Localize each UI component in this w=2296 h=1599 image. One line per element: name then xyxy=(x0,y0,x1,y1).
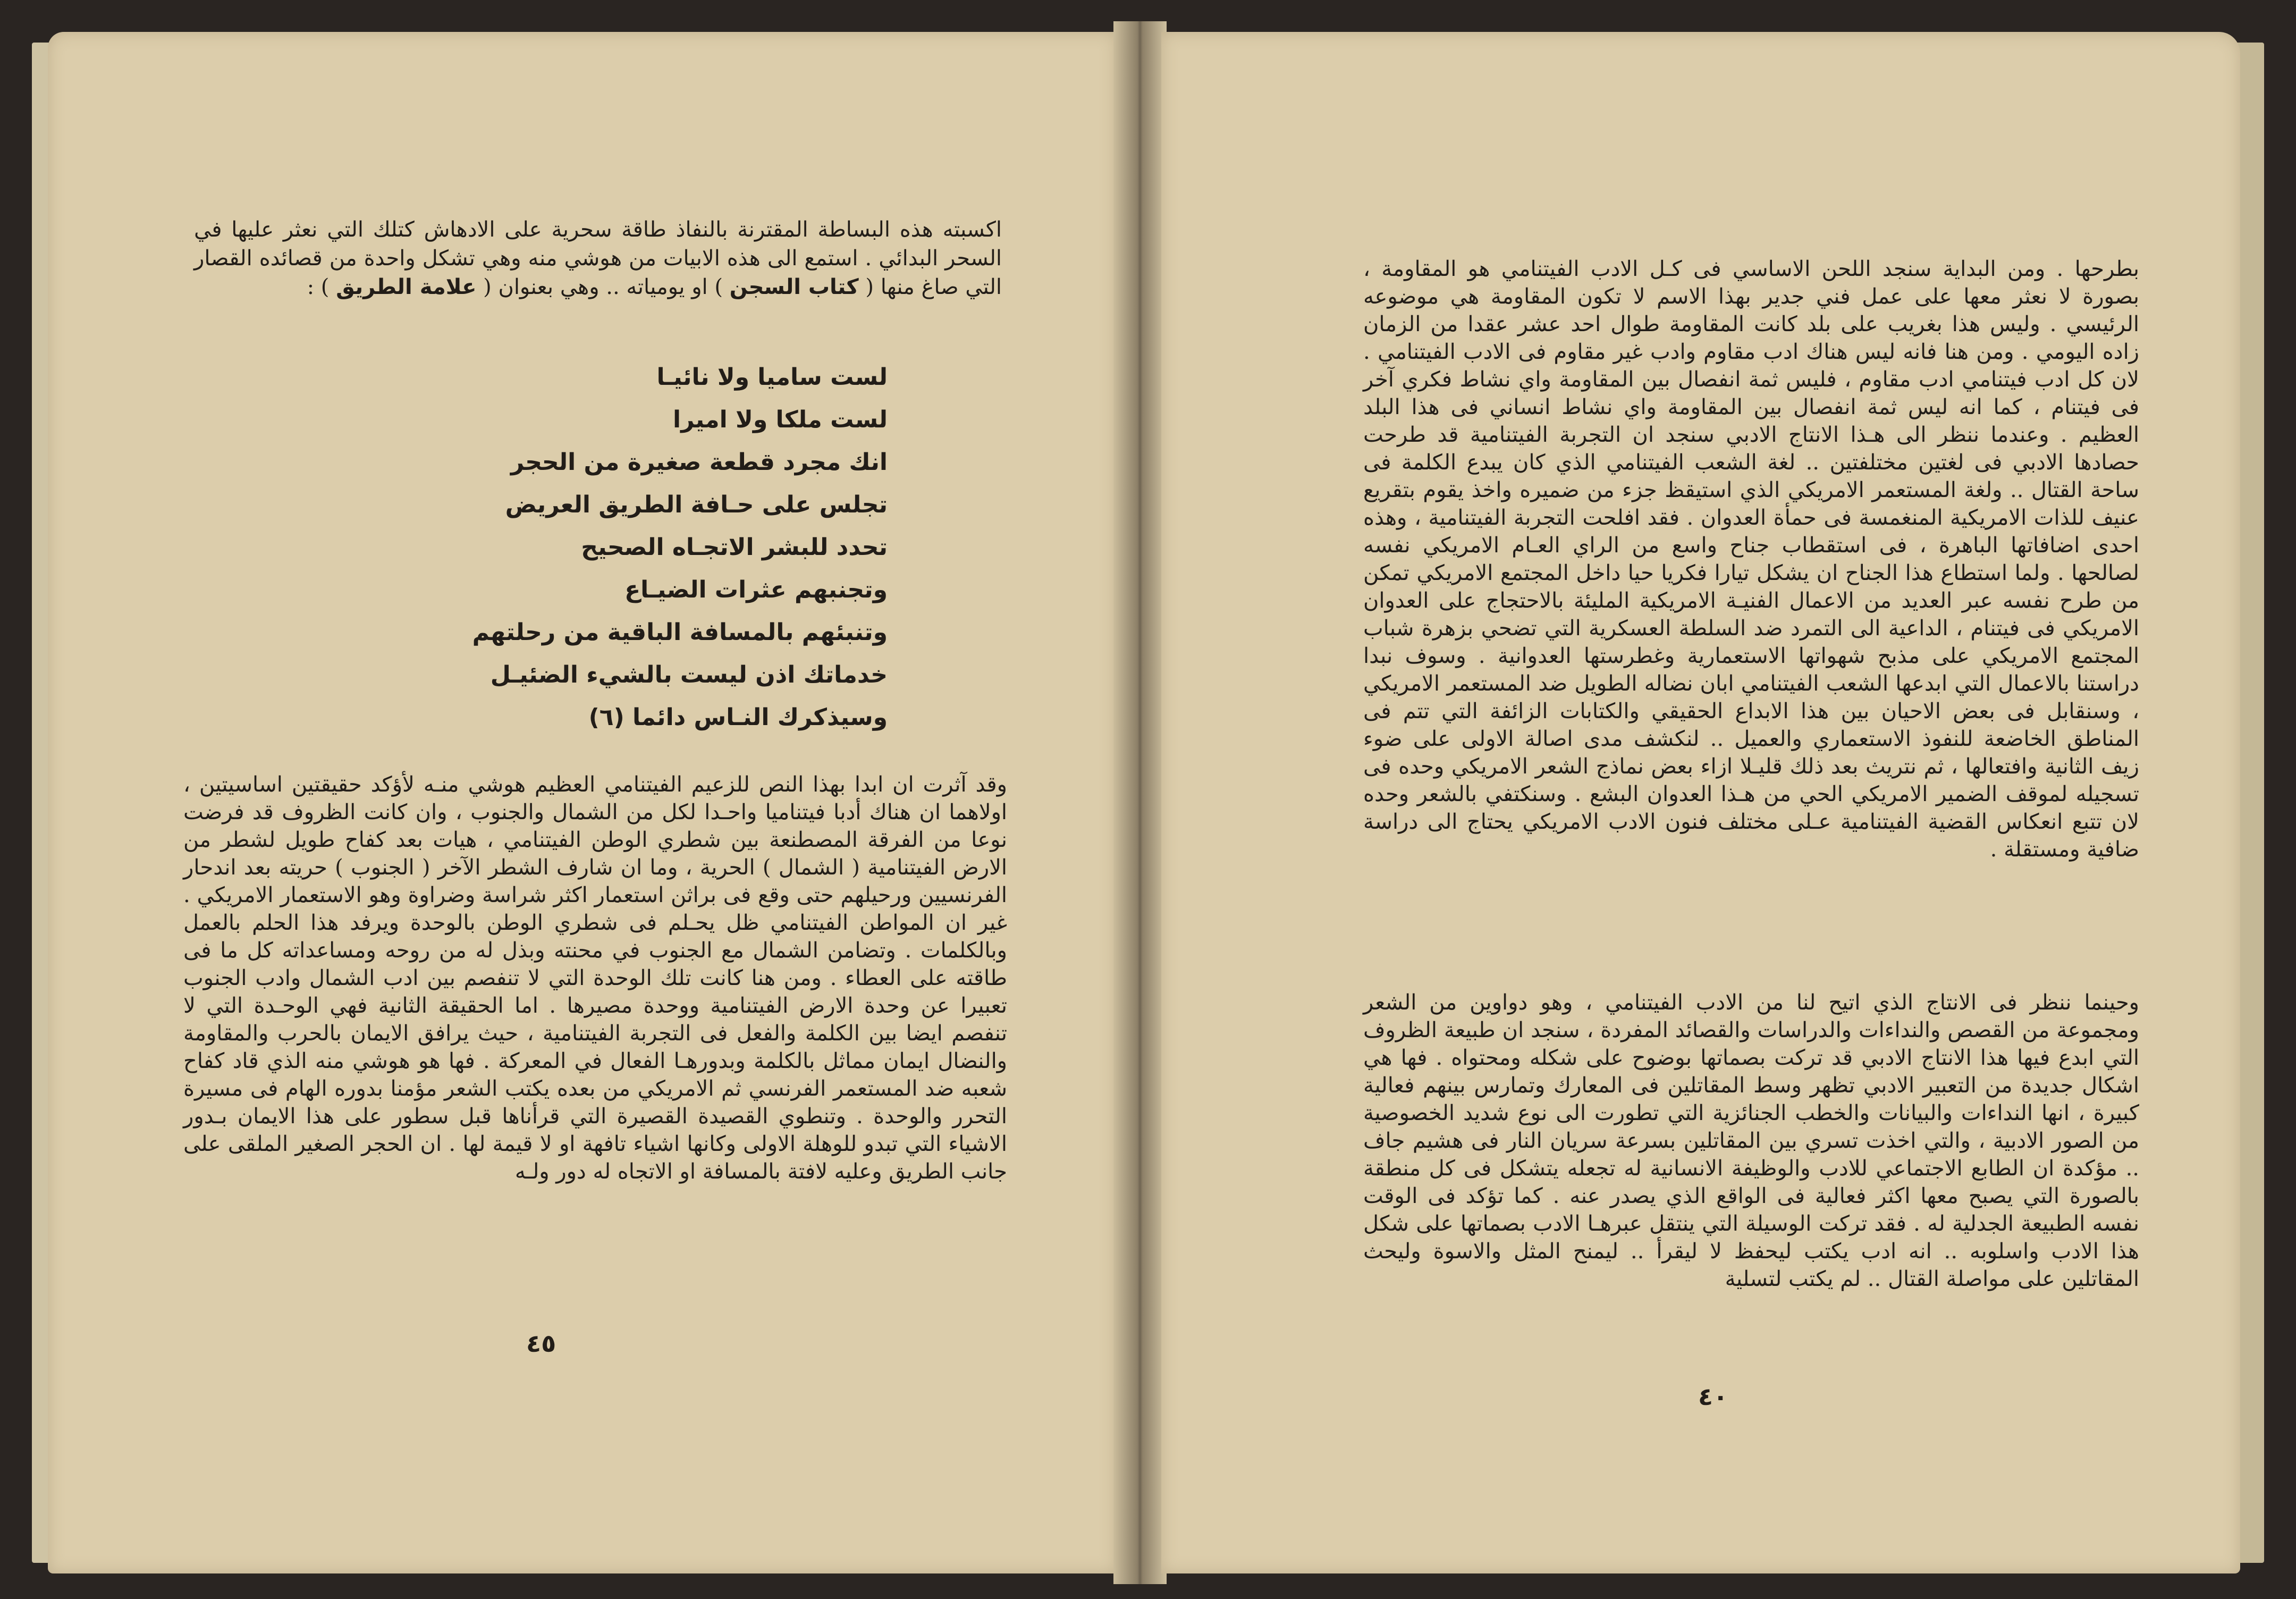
poem-line: وتجنبهم عثرات الضيـاع xyxy=(624,576,888,603)
book-title: كتاب السجن xyxy=(729,275,859,299)
page-number-right: ٤٠ xyxy=(1698,1382,1728,1411)
left-page xyxy=(48,32,1116,1573)
poem xyxy=(314,356,888,739)
poem-line: تجلس على حـافة الطريق العريض xyxy=(505,491,888,518)
poem-line: خدماتك اذن ليست بالشيء الضئيـل xyxy=(490,661,888,688)
page-number-left: ٤٥ xyxy=(526,1329,556,1358)
right-paragraph-2: وحينما ننظر فى الانتاج الذي اتيح لنا من الادب الفيتنامي ، وهو دواوين من الشعر ومجموعة من القصص والنداءات والدراسات والقصائد المفردة ، سنجد ان طبيعة الظروف التي ابدع فيها هذا الانتاج الادبي قد تركت بصماتها بوضوح على شكله ومحتواه . فها هي اشكال جديدة من التعبير الادبي تظهر وسط المقاتلين فى المعارك وتمارس بينهم فعالية كبيرة ، انها النداءات والبيانات والخطب الجنائزية التي تطورت الى نوع شديد الخصوصية من الصور الادبية ، والتي اخذت تسري بين المقاتلين بسرعة سريان النار فى هشيم جاف .. مؤكدة ان الطابع الاجتماعي للادب والوظيفة الانسانية له تجعله يتشكل فى كل منطقة بالصورة التي يصبح معها اكثر فعالية فى الواقع الذي يصدر عنه . كما تؤكد فى الوقت نفسه الطبيعة الجدلية له . فقد تركت الوسيلة التي ينتقل عبرهـا الادب بصماتها على شكل هذا الادب واسلوبه .. انه ادب يكتب ليحفظ لا ليقرأ .. ليمنح المثل والاسوة وليحث المقاتلين على مواصلة القتال .. لم يكتب لتسلية xyxy=(1363,990,2139,1291)
left-body-paragraph: وقد آثرت ان ابدا بهذا النص للزعيم الفيتنامي العظيم هوشي منـه لأؤكد حقيقتين اساسيتين ، اولاهما ان هناك أدبا فيتناميا واحـدا لكل من الشمال والجنوب ، وان كانت الظروف قد فرضت نوعا من الفرقة المصطنعة بين شطري الوطن الفيتنامي ، هيات بعد كفاح طويل لشطر من الارض الفيتنامية ( الشمال ) الحرية ، وما ان شارف الشطر الآخر ( الجنوب ) حريته بعد اندحار الفرنسيين ورحيلهم حتى وقع فى براثن استعمار اكثر شراسة وضراوة وهو الاستعمار الامريكي . غير ان المواطن الفيتنامي ظل يحـلم فى شطري الوطن بالوحدة ويرفد هذا الحلم بالعمل وبالكلمات . وتضامن الشمال مع الجنوب في محنته وبذل له من روحه ومساعداته كل ما فى طاقته على العطاء . ومن هنا كانت تلك الوحدة التي لا تنفصم بين ادب الشمال وادب الجنوب تعبيرا عن وحدة الارض الفيتنامية ووحدة مصيرها . اما الحقيقة الثانية فهي الوحـدة التي لا تنفصم ايضا بين الكلمة والفعل فى التجربة الفيتنامية ، حيث يرافق الايمان بالحرب والمقاومة والنضال ايمان مماثل بالكلمة وبدورهـا الفعال في المعركة . فها هو هوشي منه الذي قاد كفاح شعبه ضد المستعمر الفرنسي ثم الامريكي من بعده يكتب الشعر مؤمنا بدوره الهام فى مسيرة التحرر والوحدة . وتنطوي القصيدة القصيرة التي قرأناها قبل سطور على هذا الايمان بـدور الاشياء التي تبدو للوهلة الاولى وكانها اشياء تافهة او لا قيمة لها . ان الحجر الصغير الملقى على جانب الطريق وعليه لافتة بالمسافة او الاتجاه له دور ولـه xyxy=(183,772,1007,1184)
poem-title: علامة الطريق xyxy=(336,275,477,299)
right-paragraph-1: بطرحها . ومن البداية سنجد اللحن الاساسي فى كـل الادب الفيتنامي هو المقاومة ، بصورة لا نعثر معها على عمل فني جدير بهذا الاسم لا تكون المقاومة هي موضوعه الرئيسي . وليس هذا بغريب على بلد كانت المقاومة طوال احد عشر عقدا من الزمان زاده اليومي . ومن هنا فانه ليس هناك ادب مقاوم وادب غير مقاوم فى الادب الفيتنامي . لان كل ادب فيتنامي ادب مقاوم ، فليس ثمة انفصال بين المقاومة واي نشاط فكري آخر فى فيتنام ، كما انه ليس ثمة انفصال بين المقاومة واي نشاط انساني فى هذا البلد العظيم . وعندما ننظر الى هـذا الانتاج الادبي سنجد ان التجربة الفيتنامية قد طرحت حصادها الادبي فى لغتين مختلفتين .. لغة الشعب الفيتنامي الذي كان يبدع الكلمة فى ساحة القتال .. ولغة المستعمر الامريكي الذي استيقظ جزء من ضميره واخذ يقوم بتقريع عنيف للذات الامريكية المنغمسة فى حمأة العدوان . فقد افلحت التجربة الفيتنامية ، وهذه احدى اضافاتها الباهرة ، فى استقطاب جناح واسع من الراي العـام الامريكي نفسه لصالحها . ولما استطاع هذا الجناح ان يشكل تيارا فكريا حيا داخل المجتمع الامريكي تمكن من طرح نفسه عبر العديد من الاعمال الفنيـة الامريكية المليئة بالاحتجاج على العدوان الامريكي فى فيتنام ، الداعية الى التمرد ضد السلطة العسكرية التي تضحي بزهرة شباب المجتمع الامريكي على مذبح شهواتها الاستعمارية وغطرستها العدوانية . وسوف نبدا دراستنا بالاعمال التي ابدعها الشعب الفيتنامي ابان نضاله الطويل ضد المستعمر الامريكي ، وسنقابل فى بعض الاحيان بين هذا الابداع الحقيقي والكتابات الزائفة التي تتم فى المناطق الخاضعة للنفوذ الاستعماري والعميل .. لنكشف مدى اصالة الاولى على ضوء زيف الثانية وافتعالها ، ثم نتريث بعد ذلك قليـلا ازاء بعض نماذج الشعر الامريكي وحده فى تسجيله لموقف الضمير الامريكي الحي من هـذا العدوان البشع . وسنكتفي بالشعر وحده لان تتبع انعكاس القضية الفيتنامية عـلى مختلف فنون الادب الامريكي يحتاج الى دراسة ضافية ومستقلة . xyxy=(1363,257,2139,862)
left-intro-paragraph: اكسبته هذه البساطة المقترنة بالنفاذ طاقة سحرية على الادهاش كتلك التي نعثر عليها في السحر البدائي . استمع الى هذه الابيات من هوشي منه وهي تشكل واحدة من قصائده القصار التي صاغ منها ( كتاب السجن ) او يومياته .. وهي بعنوان ( علامة الطريق ) : xyxy=(194,217,1002,299)
poem-line: لست ملكا ولا اميرا xyxy=(673,406,888,433)
poem-line: وسيذكرك النـاس دائما (٦) xyxy=(588,704,888,731)
poem-line: تحدد للبشر الاتجـاه الصحيح xyxy=(581,534,888,561)
poem-line: لست ساميا ولا نائيـا xyxy=(656,364,888,391)
right-page xyxy=(1161,32,2240,1573)
book-gutter xyxy=(1113,21,1167,1584)
poem-line: وتنبئهم بالمسافة الباقية من رحلتهم xyxy=(472,619,888,646)
poem-line: انك مجرد قطعة صغيرة من الحجر xyxy=(510,449,888,476)
